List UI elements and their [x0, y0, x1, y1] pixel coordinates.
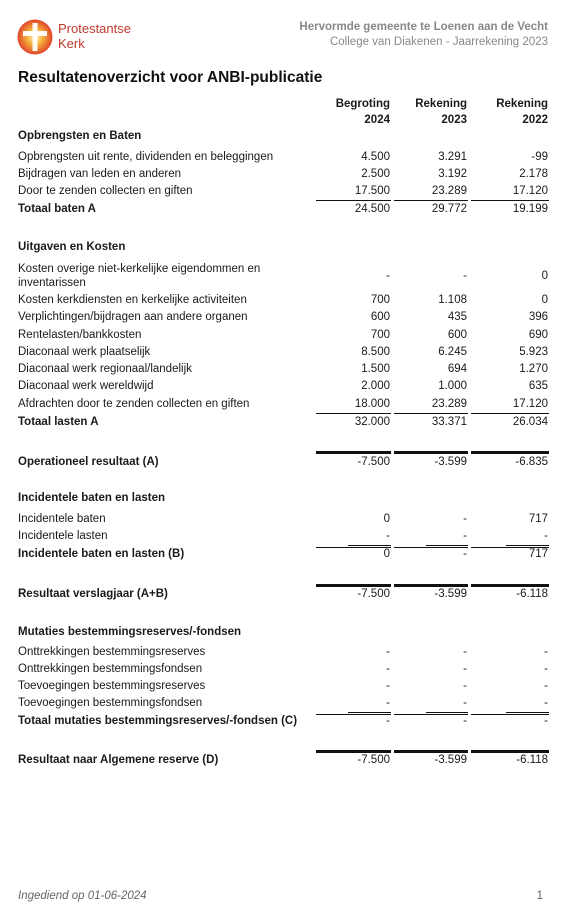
- page-header: [0, 0, 568, 62]
- divider: [394, 584, 468, 587]
- header-document: College van Diakenen - Jaarrekening 2023: [329, 36, 548, 48]
- divider: [394, 750, 468, 753]
- divider: [471, 750, 549, 753]
- header-organisation: Hervormde gemeente te Loenen aan de Vecht: [299, 21, 548, 33]
- page-title: Resultatenoverzicht voor ANBI-publicatie: [18, 69, 323, 86]
- divider: [348, 712, 391, 713]
- divider: [426, 712, 468, 713]
- divider: [471, 200, 549, 201]
- logo-line2: Kerk: [58, 36, 85, 51]
- divider: [471, 584, 549, 587]
- page-footer: [18, 890, 548, 902]
- submission-date: Ingediend op 01-06-2024: [18, 890, 147, 902]
- page-number: 1: [536, 890, 543, 902]
- divider: [316, 200, 391, 201]
- divider: [394, 451, 468, 454]
- divider: [471, 413, 549, 414]
- divider: [506, 545, 549, 546]
- divider: [426, 545, 468, 546]
- divider: [394, 200, 468, 201]
- divider: [506, 712, 549, 713]
- divider: [394, 413, 468, 414]
- logo-line1: Protestantse: [58, 21, 131, 36]
- divider: [316, 584, 391, 587]
- column-header-rekening-2022: Rekening 2022: [496, 98, 548, 126]
- divider: [316, 451, 391, 454]
- column-header-rekening-2023: Rekening 2023: [415, 98, 467, 126]
- divider: [316, 413, 391, 414]
- divider: [471, 451, 549, 454]
- divider: [348, 545, 391, 546]
- protestantse-kerk-logo-icon: [17, 19, 53, 55]
- divider: [316, 750, 391, 753]
- header-info: [299, 20, 548, 50]
- logo-text: [58, 21, 131, 51]
- column-header-begroting-2024: Begroting 2024: [335, 98, 390, 126]
